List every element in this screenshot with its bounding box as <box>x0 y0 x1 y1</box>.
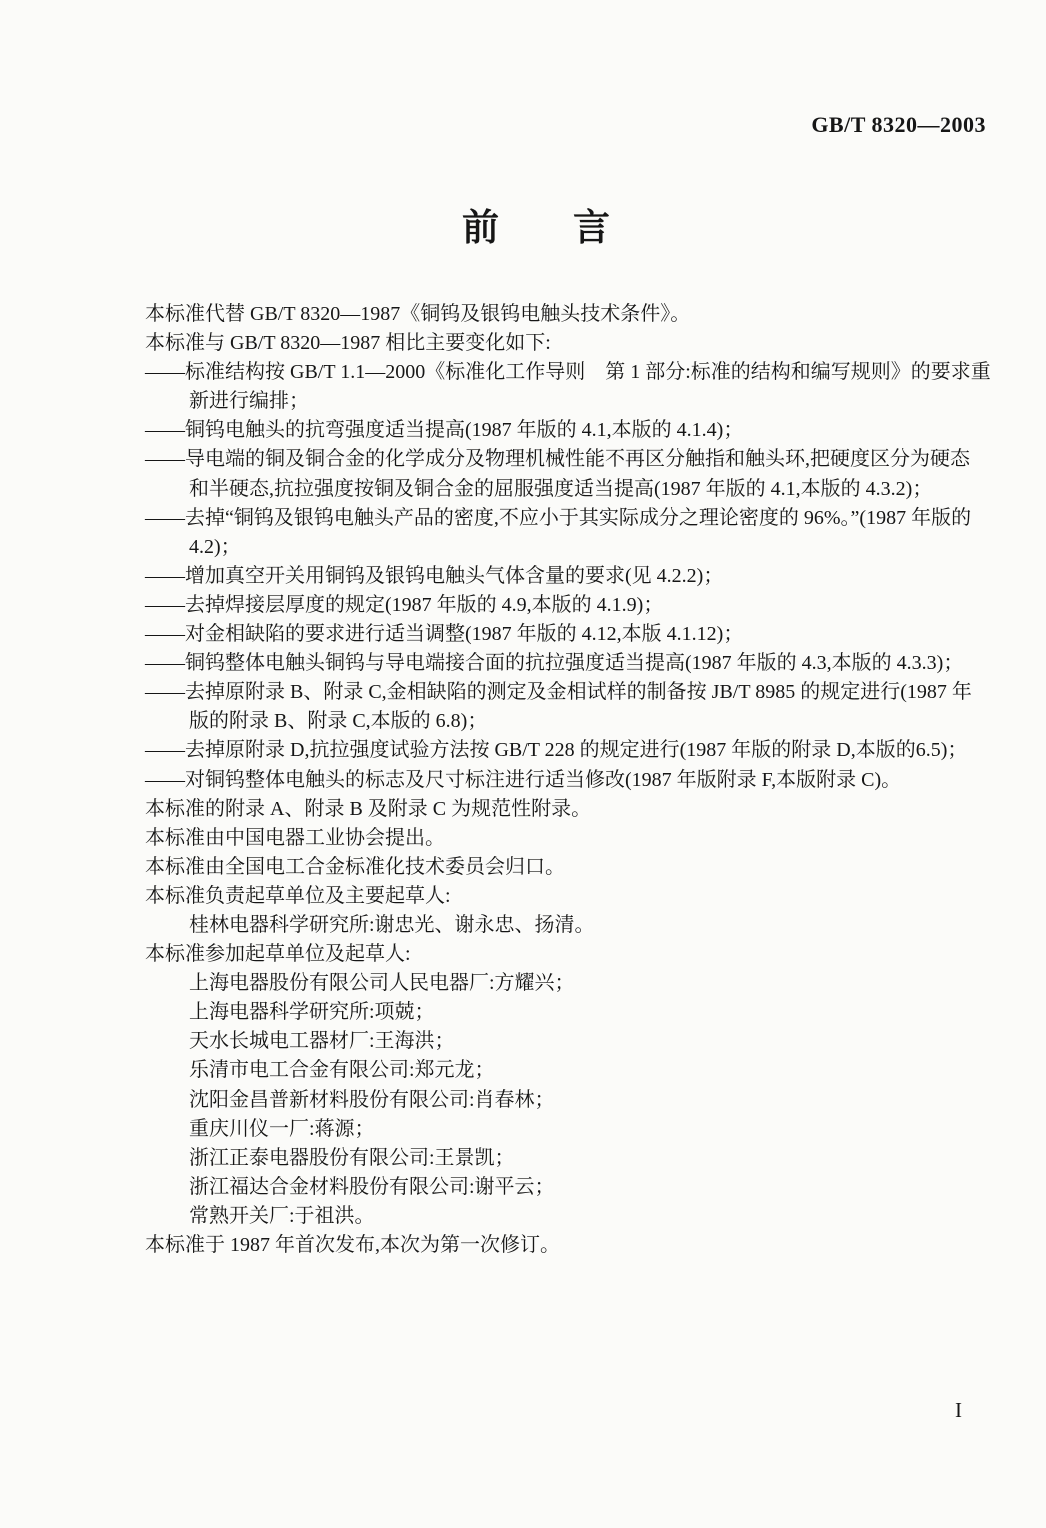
body-line: 本标准负责起草单位及主要起草人: <box>145 884 451 907</box>
body-line: ——铜钨电触头的抗弯强度适当提高(1987 年版的 4.1,本版的 4.1.4)； <box>145 419 744 442</box>
body-line: ——标准结构按 GB/T 1.1—2000《标准化工作导则 第 1 部分:标准的结构和编写规则》的要求重 <box>145 361 991 384</box>
body-line: 浙江福达合金材料股份有限公司:谢平云； <box>189 1175 555 1198</box>
body-line: ——去掉原附录 B、附录 C,金相缺陷的测定及金相试样的制备按 JB/T 8985 的规定进行(1987 年 <box>145 681 972 704</box>
body-line: 常熟开关厂:于祖洪。 <box>189 1204 375 1227</box>
body-line: 本标准的附录 A、附录 B 及附录 C 为规范性附录。 <box>145 797 592 820</box>
foreword-body <box>145 300 991 1260</box>
page-title: 前 言 <box>462 208 610 249</box>
body-line: ——铜钨整体电触头铜钨与导电端接合面的抗拉强度适当提高(1987 年版的 4.3,本版的 4.3.3)； <box>145 652 964 675</box>
body-line: ——导电端的铜及铜合金的化学成分及物理机械性能不再区分触指和触头环,把硬度区分为硬态 <box>145 448 970 471</box>
body-line: 本标准于 1987 年首次发布,本次为第一次修订。 <box>145 1234 560 1256</box>
body-line: ——对铜钨整体电触头的标志及尺寸标注进行适当修改(1987 年版附录 F,本版附录 C)。 <box>145 768 902 791</box>
body-line: 4.2)； <box>189 535 241 558</box>
body-line: 和半硬态,抗拉强度按铜及铜合金的屈服强度适当提高(1987 年版的 4.1,本版的 4.3.2)； <box>189 477 933 500</box>
body-line: ——去掉原附录 D,抗拉强度试验方法按 GB/T 228 的规定进行(1987 年版的附录 D,本版的6.5)； <box>145 739 968 762</box>
body-line: 本标准由全国电工合金标准化技术委员会归口。 <box>145 855 565 878</box>
body-line: 本标准与 GB/T 8320—1987 相比主要变化如下: <box>145 332 551 355</box>
body-line: 上海电器股份有限公司人民电器厂:方耀兴； <box>189 972 575 995</box>
body-line: ——去掉焊接层厚度的规定(1987 年版的 4.9,本版的 4.1.9)； <box>145 593 664 616</box>
body-line: 版的附录 B、附录 C,本版的 6.8)； <box>189 710 488 733</box>
body-line: 重庆川仪一厂:蒋源； <box>189 1117 375 1140</box>
body-line: 沈阳金昌普新材料股份有限公司:肖春林； <box>189 1088 555 1111</box>
body-line: 本标准参加起草单位及起草人: <box>145 943 411 966</box>
body-line: 浙江正泰电器股份有限公司:王景凯； <box>189 1146 515 1169</box>
body-line: ——增加真空开关用铜钨及银钨电触头气体含量的要求(见 4.2.2)； <box>145 564 724 587</box>
body-line: 天水长城电工器材厂:王海洪； <box>189 1030 455 1053</box>
body-line: 桂林电器科学研究所:谢忠光、谢永忠、扬清。 <box>189 913 595 936</box>
body-line: 新进行编排； <box>189 390 309 413</box>
body-line: 乐清市电工合金有限公司:郑元龙； <box>189 1059 495 1082</box>
body-line: 本标准代替 GB/T 8320—1987《铜钨及银钨电触头技术条件》。 <box>145 303 691 325</box>
body-line: 本标准由中国电器工业协会提出。 <box>145 826 445 849</box>
page-number: I <box>955 1398 962 1422</box>
standard-number: GB/T 8320—2003 <box>811 112 986 137</box>
body-line: ——去掉“铜钨及银钨电触头产品的密度,不应小于其实际成分之理论密度的 96%。”(1987 年版的 <box>145 506 972 529</box>
body-line: ——对金相缺陷的要求进行适当调整(1987 年版的 4.12,本版 4.1.12)； <box>145 623 744 646</box>
body-line: 上海电器科学研究所:项兢； <box>189 1001 435 1024</box>
